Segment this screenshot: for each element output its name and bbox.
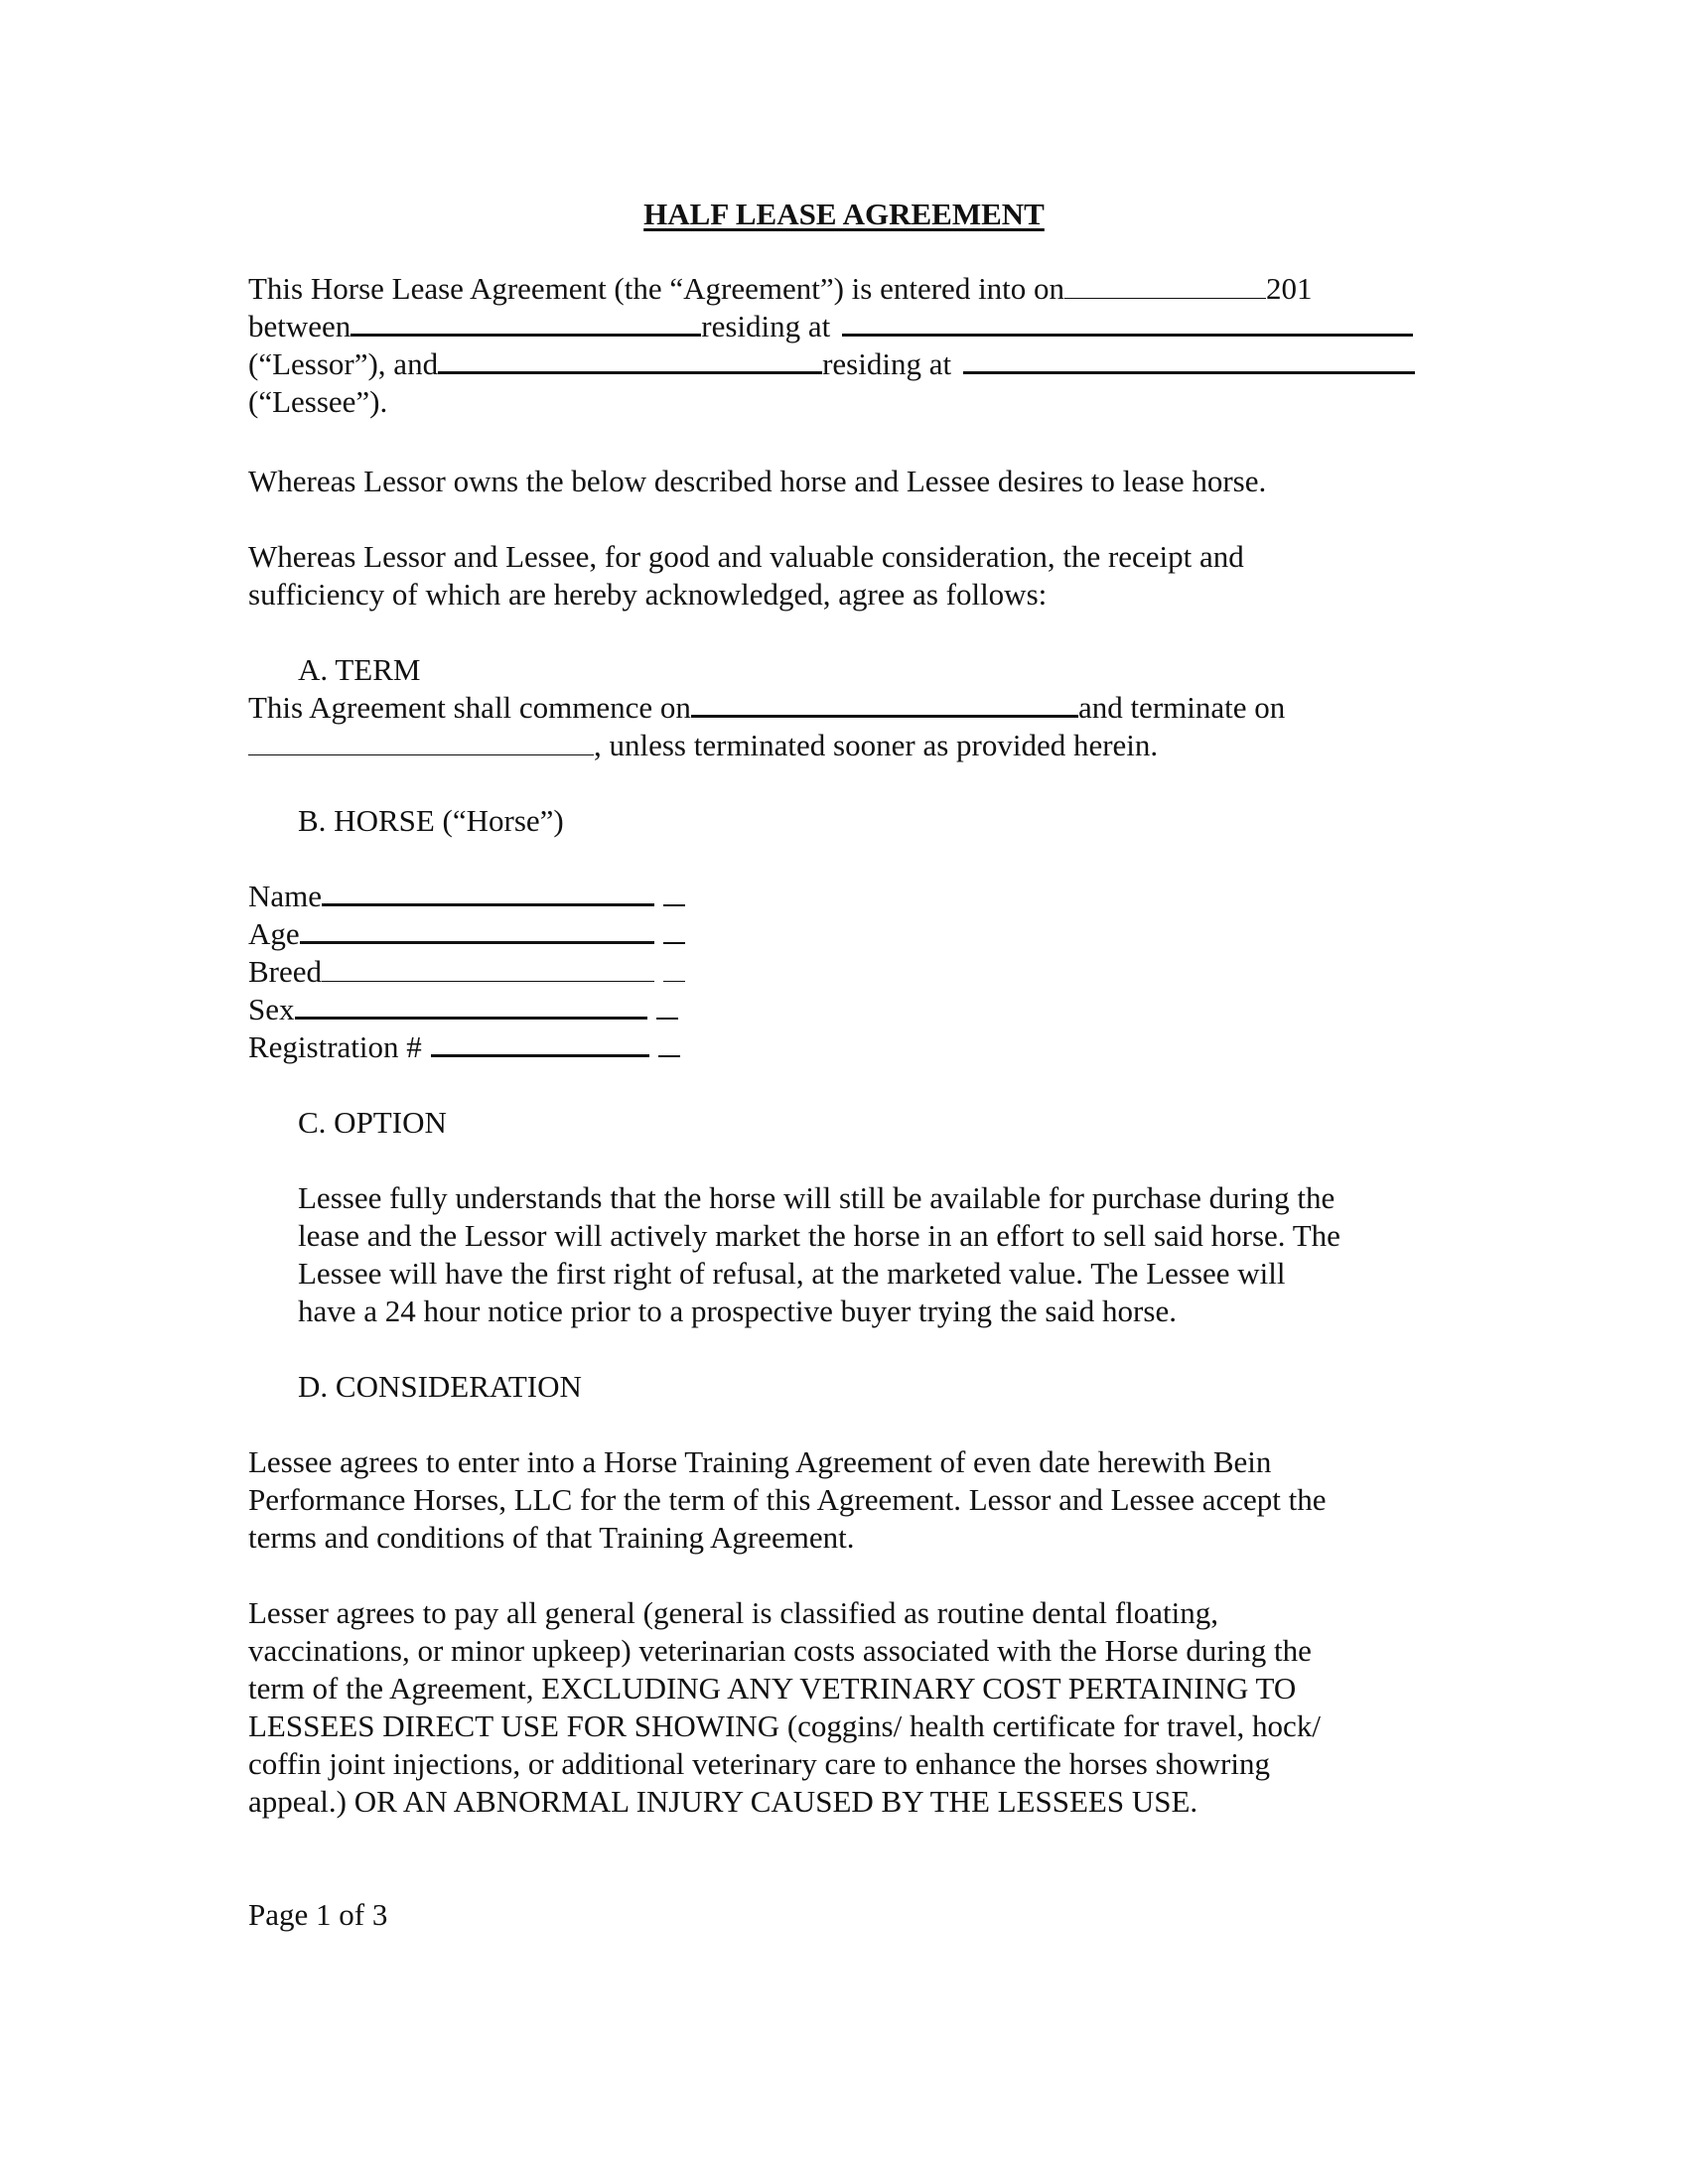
option-line: have a 24 hour notice prior to a prospective buyer trying the said horse. (298, 1294, 1177, 1328)
horse-breed-label: Breed (248, 954, 323, 989)
horse-registration-label: Registration # (248, 1029, 422, 1064)
lessor-label: (“Lessor”), and (248, 346, 439, 381)
whereas-2-line-1: Whereas Lessor and Lessee, for good and valuable consideration, the receipt and (248, 539, 1244, 574)
horse-name-blank[interactable] (322, 902, 654, 906)
whereas-2-line-2: sufficiency of which are hereby acknowledged, agree as follows: (248, 577, 1048, 612)
intro-text: This Horse Lease Agreement (the “Agreement”) is entered into on (248, 271, 1065, 306)
whereas-1: Whereas Lessor owns the below described horse and Lessee desires to lease horse. (248, 464, 1267, 498)
horse-registration-blank[interactable] (431, 1053, 649, 1057)
intro-line-2 (248, 308, 1413, 345)
consideration-para1-line: Performance Horses, LLC for the term of this Agreement. Lessor and Lessee accept the (248, 1482, 1327, 1517)
consideration-para2-line: Lesser agrees to pay all general (general is classified as routine dental floating, (248, 1595, 1218, 1630)
between-label: between (248, 309, 352, 343)
page-number: Page 1 of 3 (248, 1897, 388, 1932)
horse-sex-tail (656, 1017, 678, 1020)
intro-line-3 (248, 345, 1415, 383)
consideration-heading: D. CONSIDERATION (298, 1369, 582, 1404)
lessor-name-blank[interactable] (351, 333, 701, 337)
option-heading: C. OPTION (298, 1105, 447, 1140)
horse-breed-blank[interactable] (322, 980, 654, 982)
horse-registration-row (248, 1028, 680, 1066)
horse-registration-tail (658, 1054, 680, 1057)
consideration-para2-line: vaccinations, or minor upkeep) veterinarian costs associated with the Horse during the (248, 1633, 1312, 1668)
lessee-address-blank[interactable] (963, 370, 1415, 374)
document-title: HALF LEASE AGREEMENT (643, 197, 1045, 231)
horse-breed-tail (663, 980, 685, 982)
consideration-para2-line: appeal.) OR AN ABNORMAL INJURY CAUSED BY THE LESSEES USE. (248, 1784, 1198, 1819)
terminate-date-blank[interactable] (248, 753, 594, 755)
term-heading: A. TERM (298, 652, 421, 687)
horse-name-tail (663, 903, 685, 906)
horse-age-blank[interactable] (300, 940, 654, 944)
intro-year: 201 (1266, 271, 1313, 306)
horse-age-tail (663, 941, 685, 944)
agreement-date-blank[interactable] (1064, 297, 1266, 299)
term-unless-text: , unless terminated sooner as provided herein. (594, 728, 1159, 762)
lessee-name-blank[interactable] (438, 370, 822, 374)
term-line-1 (248, 689, 1285, 727)
commence-date-blank[interactable] (691, 714, 1078, 718)
term-line-2 (248, 727, 1158, 764)
consideration-para1-line: Lessee agrees to enter into a Horse Training Agreement of even date herewith Bein (248, 1444, 1272, 1479)
intro-line-4 (248, 383, 387, 421)
consideration-para1-line: terms and conditions of that Training Agreement. (248, 1520, 855, 1555)
option-line: Lessee fully understands that the horse will still be available for purchase during the (298, 1180, 1336, 1215)
horse-name-row (248, 878, 685, 915)
horse-heading: B. HORSE (“Horse”) (298, 803, 564, 838)
lessee-label: (“Lessee”). (248, 384, 388, 419)
horse-sex-row (248, 991, 678, 1028)
horse-age-label: Age (248, 916, 300, 951)
option-line: Lessee will have the first right of refusal, at the marketed value. The Lessee will (298, 1256, 1286, 1291)
lessee-residing-label: residing at (822, 346, 952, 381)
term-commence-label: This Agreement shall commence on (248, 690, 691, 725)
horse-name-label: Name (248, 879, 323, 913)
intro-line-1 (248, 270, 1313, 308)
horse-breed-row (248, 953, 685, 991)
option-line: lease and the Lessor will actively market the horse in an effort to sell said horse. The (298, 1218, 1340, 1253)
lessor-address-blank[interactable] (842, 333, 1413, 337)
horse-age-row (248, 915, 685, 953)
term-terminate-label: and terminate on (1077, 690, 1286, 725)
consideration-para2-line: LESSEES DIRECT USE FOR SHOWING (coggins/ health certificate for travel, hock/ (248, 1708, 1321, 1743)
lessor-residing-label: residing at (701, 309, 831, 343)
horse-sex-label: Sex (248, 992, 295, 1026)
consideration-para2-line: term of the Agreement, EXCLUDING ANY VETRINARY COST PERTAINING TO (248, 1671, 1297, 1706)
horse-sex-blank[interactable] (295, 1016, 647, 1020)
consideration-para2-line: coffin joint injections, or additional veterinary care to enhance the horses showring (248, 1746, 1270, 1781)
